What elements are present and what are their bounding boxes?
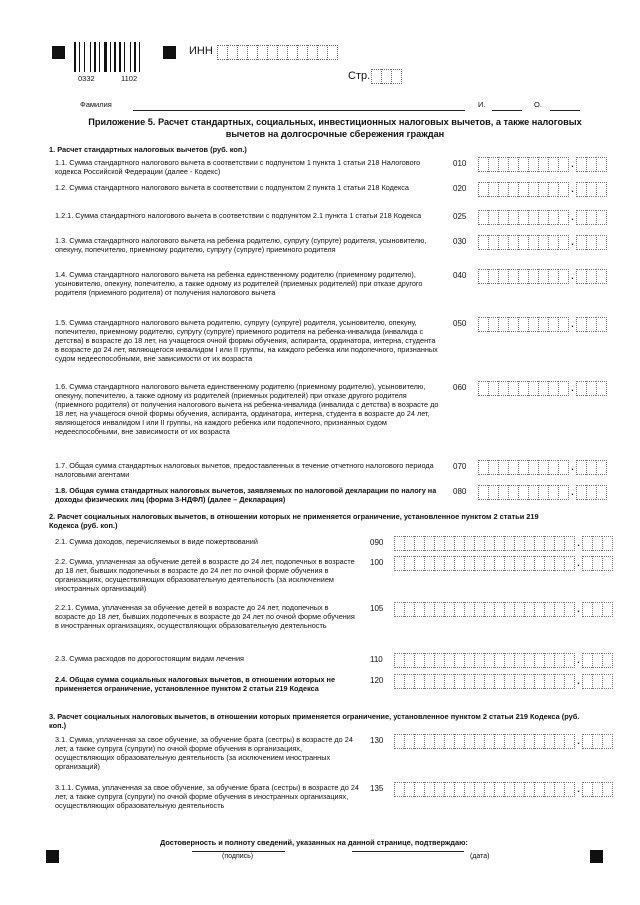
line-080-amount-input[interactable]: .: [478, 486, 607, 499]
line-050-label: 1.5. Сумма стандартного налогового вычета родителю, супругу (супруге) родителя, усыновителю, опекуну, попечителю, приемному родителю, супругу (супруге) приемного родителя на ребенка-инвалида (инвалида с детства) в возрасте до 18 лет, на учащегося очной формы обучения, аспиранта, ординатора, интерна, студента в возрасте до 24 лет, являющегося инвалидом I или II группы, на каждого ребенка или подопечного, признанных судом недееспособными, вне зависимости от их возраста: [55, 318, 438, 363]
registration-mark-bottom-right: [590, 850, 603, 863]
name-initial-field[interactable]: [492, 110, 522, 111]
line-100-amount-input[interactable]: .: [394, 557, 613, 570]
line-070-label: 1.7. Общая сумма стандартных налоговых вычетов, предоставленных в течение отчетного налогового периода налоговыми агентами: [55, 461, 434, 479]
line-025-label: 1.2.1. Сумма стандартного налогового вычета в соответствии с подпунктом 2.1 пункта 1 статьи 218 Кодекса: [55, 211, 422, 220]
line-080-code: 080: [453, 487, 467, 496]
line-135-label: 3.1.1. Сумма, уплаченная за свое обучение, за обучение брата (сестры) в возрасте до 24 лет, а также супруга (супруги) по очной форме обучения в иностранных организациях, осуществляющих образовательную деятельность: [55, 783, 359, 810]
line-030-label: 1.3. Сумма стандартного налогового вычета на ребенка родителю, супругу (супруге) родителя, усыновителю, опекуну, попечителю, приемному родителю, супругу (супруге) приемного родителя: [55, 236, 427, 254]
section-2-heading: 2. Расчет социальных налоговых вычетов, в отношении которых не применяется ограничение, установленное пунктом 2 статьи 219 Кодекса (руб. коп.): [49, 512, 539, 530]
line-120-amount-input[interactable]: .: [394, 675, 613, 688]
line-090-amount-input[interactable]: .: [394, 537, 613, 550]
line-025-code: 025: [453, 212, 467, 221]
line-100-code: 100: [370, 558, 384, 567]
line-040-code: 040: [453, 271, 467, 280]
patronymic-initial-label: О.: [534, 100, 542, 109]
line-010-code: 010: [453, 159, 467, 168]
section-3-heading: 3. Расчет социальных налоговых вычетов, в отношении которых применяется ограничение, установленное пунктом 2 статьи 219 Кодекса (руб. коп.): [49, 712, 580, 730]
line-060-label: 1.6. Сумма стандартного налогового вычета единственному родителю (приемному родителю), усыновителю, опекуну, попечителю, а также одному из родителей (приемных родителей) при отказе другого родителя (приемного родителя) от получения налогового вычета на ребенка-инвалида (инвалида с детства) в возрасте до 18 лет, на учащегося очной формы обучения, аспиранта, ординатора, интерна, студента в возрасте до 24 лет, являющегося инвалидом I или II группы, на каждого ребенка или подопечного, признанных судом недееспособными, вне зависимости от их возраста: [55, 382, 439, 436]
signature-field[interactable]: [192, 851, 285, 852]
line-080-label: 1.8. Общая сумма стандартных налоговых вычетов, заявляемых по налоговой декларации по налогу на доходы физических лиц (форма 3-НДФЛ) (далее – Декларация): [55, 486, 437, 504]
section-1-heading: 1. Расчет стандартных налоговых вычетов (руб. коп.): [49, 145, 247, 154]
line-060-code: 060: [453, 383, 467, 392]
line-020-amount-input[interactable]: .: [478, 183, 607, 196]
line-090-code: 090: [370, 538, 384, 547]
signature-caption: (подпись): [222, 853, 254, 860]
line-130-code: 130: [370, 736, 384, 745]
barcode-number-right: 1102: [121, 74, 138, 83]
line-040-amount-input[interactable]: .: [478, 270, 607, 283]
barcode-number-left: 0332: [78, 74, 95, 83]
registration-mark-top-right: [163, 46, 176, 59]
page-label: Стр.: [348, 70, 371, 82]
line-130-label: 3.1. Сумма, уплаченная за свое обучение, за обучение брата (сестры) в возрасте до 24 лет, а также супруга (супруги) по очной форме обучения в организациях, осуществляющих образовательную деятельность (за исключением иностранных организаций): [55, 735, 353, 771]
line-135-amount-input[interactable]: .: [394, 783, 613, 796]
line-110-amount-input[interactable]: .: [394, 654, 613, 667]
name-initial-label: И.: [478, 100, 486, 109]
page-title: Приложение 5. Расчет стандартных, социальных, инвестиционных налоговых вычетов, а также налоговых вычетов на долгосрочные сбережения граждан: [88, 117, 582, 139]
date-field[interactable]: [352, 851, 464, 852]
line-030-amount-input[interactable]: .: [478, 236, 607, 249]
barcode: [74, 42, 146, 72]
surname-label: Фамилия: [80, 100, 112, 109]
line-105-code: 105: [370, 604, 384, 613]
line-010-label: 1.1. Сумма стандартного налогового вычета в соответствии с подпунктом 1 пункта 1 статьи 218 Налогового кодекса Российской Федерации (далее - Кодекс): [55, 158, 421, 176]
line-110-label: 2.3. Сумма расходов по дорогостоящим видам лечения: [55, 654, 244, 663]
patronymic-initial-field[interactable]: [550, 110, 580, 111]
surname-field[interactable]: [133, 110, 465, 111]
line-090-label: 2.1. Сумма доходов, перечисляемых в виде пожертвований: [55, 537, 258, 546]
line-120-label: 2.4. Общая сумма социальных налоговых вычетов, в отношении которых не применяется ограничение, установленное пунктом 2 статьи 219 Кодекса: [55, 675, 335, 693]
inn-input[interactable]: [217, 45, 338, 60]
line-070-code: 070: [453, 462, 467, 471]
line-030-code: 030: [453, 237, 467, 246]
line-105-label: 2.2.1. Сумма, уплаченная за обучение детей в возрасте до 24 лет, подопечных в возрасте до 18 лет, бывших подопечных в возрасте до 24 лет по очной форме обучения в иностранных организациях, осуществляющих образовательную деятельность: [55, 603, 355, 630]
registration-mark-bottom-left: [46, 850, 59, 863]
line-050-code: 050: [453, 319, 467, 328]
line-020-label: 1.2. Сумма стандартного налогового вычета в соответствии с подпунктом 2 пункта 1 статьи 218 Кодекса: [55, 183, 409, 192]
line-105-amount-input[interactable]: .: [394, 603, 613, 616]
line-025-amount-input[interactable]: .: [478, 211, 607, 224]
line-040-label: 1.4. Сумма стандартного налогового вычета на ребенка единственному родителю (приемному родителю), усыновителю, опекуну, попечителю, а также одному из родителей (приемных родителей) при отказе другого родителя (приемного родителя) от получения налогового вычета: [55, 270, 423, 297]
line-020-code: 020: [453, 184, 467, 193]
date-caption: (дата): [470, 853, 490, 860]
line-070-amount-input[interactable]: .: [478, 461, 607, 474]
line-010-amount-input[interactable]: .: [478, 158, 607, 171]
line-100-label: 2.2. Сумма, уплаченная за обучение детей в возрасте до 24 лет, подопечных в возрасте до 18 лет, бывших подопечных в возрасте до 24 лет по очной форме обучения в организациях, осуществляющих образовательную деятельность (за исключением иностранных организаций): [55, 557, 355, 593]
confirmation-text: Достоверность и полноту сведений, указанных на данной странице, подтверждаю:: [160, 838, 468, 847]
line-120-code: 120: [370, 676, 384, 685]
line-135-code: 135: [370, 784, 384, 793]
registration-mark-top-left: [52, 46, 65, 59]
line-110-code: 110: [370, 655, 383, 664]
inn-label: ИНН: [189, 45, 213, 57]
page-number-input[interactable]: [371, 69, 402, 84]
line-050-amount-input[interactable]: .: [478, 318, 607, 331]
line-060-amount-input[interactable]: .: [478, 382, 607, 395]
line-130-amount-input[interactable]: .: [394, 735, 613, 748]
